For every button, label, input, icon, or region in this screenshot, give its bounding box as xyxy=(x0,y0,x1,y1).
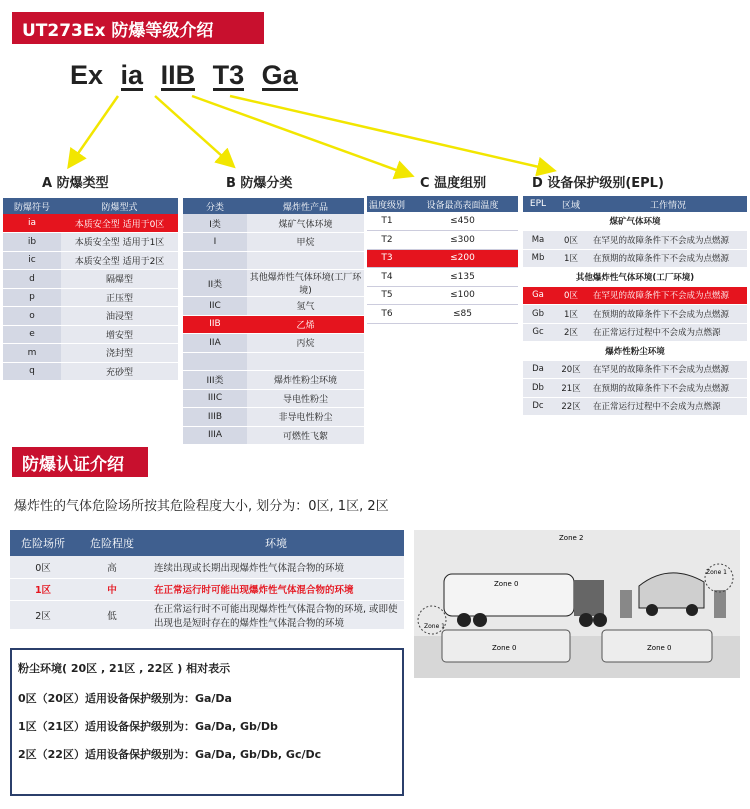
pump xyxy=(620,590,632,618)
table-cell: 充砂型 xyxy=(61,362,178,381)
table-cell: ≤85 xyxy=(407,305,518,324)
col-header: 爆炸性产品 xyxy=(247,198,364,214)
table-row xyxy=(367,268,518,287)
table-cell: IIC xyxy=(183,297,247,316)
table-cell: T1 xyxy=(367,212,407,231)
table-cell: 22区 xyxy=(553,397,589,416)
table-cell xyxy=(183,251,247,270)
table-a xyxy=(3,198,178,381)
table-cell: 乙烯 xyxy=(247,315,364,334)
table-cell: 本质安全型 适用于1区 xyxy=(61,233,178,252)
table-cell: 正压型 xyxy=(61,288,178,307)
table-cell: 在预期的故障条件下不会成为点燃源 xyxy=(589,249,747,268)
section-b-title: B 防爆分类 xyxy=(226,176,293,191)
group-row xyxy=(523,342,747,361)
dust-line: 2区（22区）适用设备保护级别为：Ga/Da, Gb/Db, Gc/Dc xyxy=(18,748,322,761)
table-cell xyxy=(247,352,364,371)
table-row xyxy=(523,286,747,305)
col-header: 防爆符号 xyxy=(3,198,61,214)
table-row xyxy=(367,231,518,250)
section-a-title: A 防爆类型 xyxy=(42,176,109,191)
pump xyxy=(714,590,726,618)
table-row xyxy=(183,389,364,408)
table-d xyxy=(523,196,747,416)
table-row xyxy=(183,297,364,316)
table-cell: III类 xyxy=(183,371,247,390)
table-row xyxy=(183,426,364,445)
table-cell: 连续出现或长期出现爆炸性气体混合物的环境 xyxy=(148,556,404,578)
zone2-label: Zone 2 xyxy=(559,534,584,542)
table-row xyxy=(3,233,178,252)
table-cell: II类 xyxy=(183,270,247,297)
table-cell: ≤450 xyxy=(407,212,518,231)
table-row xyxy=(183,334,364,353)
table-cell: ib xyxy=(3,233,61,252)
table-cell: 21区 xyxy=(553,379,589,398)
table-row xyxy=(183,315,364,334)
table-cell: 其他爆炸性气体环境(工厂环境) xyxy=(247,270,364,297)
table-row xyxy=(367,212,518,231)
group-row xyxy=(523,268,747,287)
table-cell xyxy=(247,251,364,270)
table-cell: 非导电性粉尘 xyxy=(247,408,364,427)
table-row xyxy=(367,249,518,268)
table-cell: T6 xyxy=(367,305,407,324)
col-header: 防爆型式 xyxy=(61,198,178,214)
col-header: 危险程度 xyxy=(76,530,148,556)
col-header: 温度级别 xyxy=(367,196,407,212)
table-row xyxy=(523,305,747,324)
table-row xyxy=(183,408,364,427)
table-cell: ≤100 xyxy=(407,286,518,305)
truck-cab xyxy=(574,580,604,616)
col-header: 设备最高表面温度 xyxy=(407,196,518,212)
zone-diagram xyxy=(414,530,740,678)
table-cell: q xyxy=(3,362,61,381)
table-row xyxy=(183,214,364,233)
table-cell: Dc xyxy=(523,397,553,416)
table-cell: 导电性粉尘 xyxy=(247,389,364,408)
table-row xyxy=(3,251,178,270)
table-row xyxy=(523,360,747,379)
table-row xyxy=(523,379,747,398)
code-ex: Ex xyxy=(70,60,104,90)
table-cell: Da xyxy=(523,360,553,379)
table-cell: ≤200 xyxy=(407,249,518,268)
table-row xyxy=(523,323,747,342)
table-cell: 本质安全型 适用于0区 xyxy=(61,214,178,233)
table-cell: IIA xyxy=(183,334,247,353)
table-cell: m xyxy=(3,344,61,363)
table-cell: 油浸型 xyxy=(61,307,178,326)
zone0-label: Zone 0 xyxy=(492,644,517,652)
table-cell: Mb xyxy=(523,249,553,268)
table-row xyxy=(183,352,364,371)
table-row xyxy=(183,371,364,390)
table-cell: 本质安全型 适用于2区 xyxy=(61,251,178,270)
table-cell: 甲烷 xyxy=(247,233,364,252)
table-cell: 高 xyxy=(76,556,148,578)
table-cell: 在预期的故障条件下不会成为点燃源 xyxy=(589,305,747,324)
table-cell: 增安型 xyxy=(61,325,178,344)
zone-table xyxy=(10,530,404,630)
table-cell: T4 xyxy=(367,268,407,287)
table-cell: T3 xyxy=(367,249,407,268)
col-header: 环境 xyxy=(148,530,404,556)
table-cell: 在正常运行过程中不会成为点燃源 xyxy=(589,323,747,342)
table-row xyxy=(523,397,747,416)
table-cell: 隔爆型 xyxy=(61,270,178,289)
section-c-title: C 温度组别 xyxy=(420,176,487,191)
table-cell: 氢气 xyxy=(247,297,364,316)
table-cell: IIB xyxy=(183,315,247,334)
table-row xyxy=(367,286,518,305)
table-cell: ic xyxy=(3,251,61,270)
table-cell: 可燃性飞絮 xyxy=(247,426,364,445)
table-cell: 中 xyxy=(76,578,148,600)
table-cell: ia xyxy=(3,214,61,233)
table-row xyxy=(10,578,404,600)
pointer-arrows xyxy=(0,0,750,200)
table-row xyxy=(3,325,178,344)
table-row xyxy=(3,214,178,233)
table-cell: 浇封型 xyxy=(61,344,178,363)
table-cell: IIIA xyxy=(183,426,247,445)
table-row xyxy=(10,556,404,578)
table-cell: 0区 xyxy=(553,231,589,250)
table-cell: 1区 xyxy=(553,305,589,324)
wheel xyxy=(686,604,698,616)
table-cell: ≤135 xyxy=(407,268,518,287)
table-cell: 丙烷 xyxy=(247,334,364,353)
table-cell: 0区 xyxy=(553,286,589,305)
dust-line: 0区（20区）适用设备保护级别为：Ga/Da xyxy=(18,692,232,705)
col-header: 危险场所 xyxy=(10,530,76,556)
table-cell: 在正常运行时可能出现爆炸性气体混合物的环境 xyxy=(148,578,404,600)
table-cell: 0区 xyxy=(10,556,76,578)
dust-title: 粉尘环境( 20区 , 21区 , 22区 ) 相对表示 xyxy=(18,662,231,675)
dust-box xyxy=(10,648,404,796)
table-cell: IIIB xyxy=(183,408,247,427)
group-title: 爆炸性粉尘环境 xyxy=(523,342,747,361)
table-cell: Gb xyxy=(523,305,553,324)
table-cell: Gc xyxy=(523,323,553,342)
section-banner xyxy=(12,447,148,477)
banner-title: UT273Ex 防爆等级介绍 xyxy=(22,20,214,41)
table-cell: ≤300 xyxy=(407,231,518,250)
table-cell: 煤矿气体环境 xyxy=(247,214,364,233)
table-row xyxy=(183,251,364,270)
table-row xyxy=(523,231,747,250)
table-row xyxy=(523,249,747,268)
col-header: 工作情况 xyxy=(589,196,747,212)
table-cell: 2区 xyxy=(10,600,76,629)
zone0-label: Zone 0 xyxy=(647,644,672,652)
group-row xyxy=(523,212,747,231)
table-cell: IIIC xyxy=(183,389,247,408)
zone0-tank-label: Zone 0 xyxy=(494,580,519,588)
table-cell: e xyxy=(3,325,61,344)
table-cell: I xyxy=(183,233,247,252)
col-header: 分类 xyxy=(183,198,247,214)
code-ia: ia xyxy=(120,60,144,90)
banner-title: 防爆认证介绍 xyxy=(22,454,124,475)
table-cell: 在罕见的故障条件下不会成为点燃源 xyxy=(589,286,747,305)
group-title: 煤矿气体环境 xyxy=(523,212,747,231)
zone1-label: Zone 1 xyxy=(424,623,445,630)
col-header: 区域 xyxy=(553,196,589,212)
table-cell: 1区 xyxy=(10,578,76,600)
intro-text: 爆炸性的气体危险场所按其危险程度大小, 划分为：0区, 1区, 2区 xyxy=(14,499,389,514)
wheel xyxy=(646,604,658,616)
table-cell: 低 xyxy=(76,600,148,629)
table-cell: 2区 xyxy=(553,323,589,342)
table-cell: 在罕见的故障条件下不会成为点燃源 xyxy=(589,231,747,250)
code-iib: IIB xyxy=(160,60,196,90)
table-row xyxy=(3,307,178,326)
table-cell: o xyxy=(3,307,61,326)
table-cell: I类 xyxy=(183,214,247,233)
table-cell: 20区 xyxy=(553,360,589,379)
table-row xyxy=(183,270,364,297)
table-b xyxy=(183,198,364,445)
col-header: EPL xyxy=(523,196,553,212)
table-row xyxy=(183,233,364,252)
table-cell: T2 xyxy=(367,231,407,250)
table-row xyxy=(3,362,178,381)
table-cell: Ma xyxy=(523,231,553,250)
table-row xyxy=(367,305,518,324)
table-cell: Ga xyxy=(523,286,553,305)
table-cell: d xyxy=(3,270,61,289)
table-row xyxy=(3,270,178,289)
table-row xyxy=(3,288,178,307)
group-title: 其他爆炸性气体环境(工厂环境) xyxy=(523,268,747,287)
table-cell xyxy=(183,352,247,371)
table-c xyxy=(367,196,518,324)
table-row xyxy=(3,344,178,363)
code-ga: Ga xyxy=(261,60,298,90)
dust-line: 1区（21区）适用设备保护级别为：Ga/Da, Gb/Db xyxy=(18,720,278,733)
table-cell: 1区 xyxy=(553,249,589,268)
table-row xyxy=(10,600,404,629)
table-cell: p xyxy=(3,288,61,307)
table-cell: 在正常运行时不可能出现爆炸性气体混合物的环境, 或即使出现也是短时存在的爆炸性气体混合物的环境 xyxy=(148,600,404,629)
table-cell: 爆炸性粉尘环境 xyxy=(247,371,364,390)
table-cell: Db xyxy=(523,379,553,398)
table-cell: 在罕见的故障条件下不会成为点燃源 xyxy=(589,360,747,379)
table-cell: 在预期的故障条件下不会成为点燃源 xyxy=(589,379,747,398)
table-cell: 在正常运行过程中不会成为点燃源 xyxy=(589,397,747,416)
table-cell: T5 xyxy=(367,286,407,305)
code-t3: T3 xyxy=(212,60,245,90)
section-d-title: D 设备保护级别(EPL) xyxy=(532,176,664,191)
zone1-label: Zone 1 xyxy=(706,569,727,576)
